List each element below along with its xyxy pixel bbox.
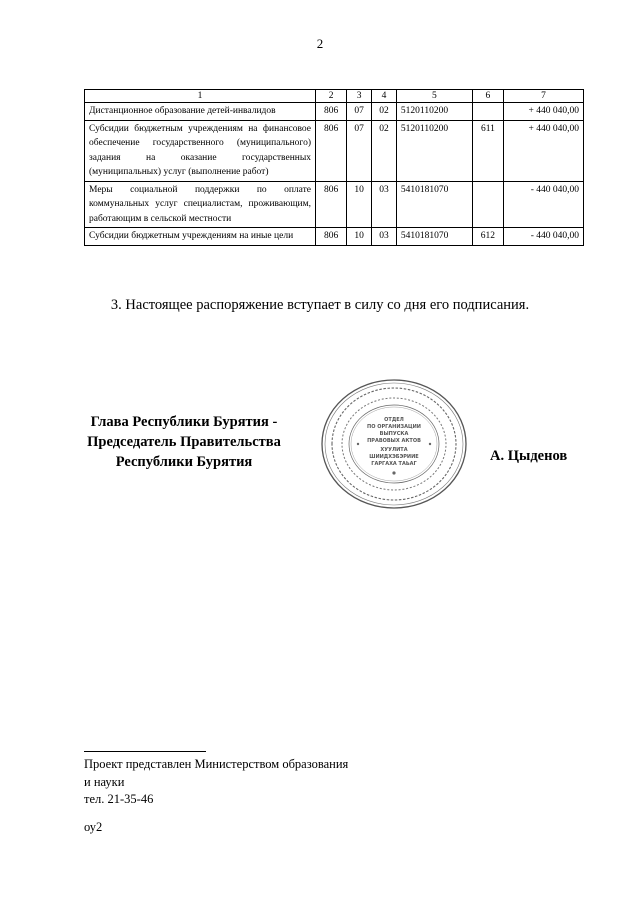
- seal-text: ПО ОРГАНИЗАЦИИ: [367, 424, 421, 430]
- seal-text: ВЫПУСКА: [379, 431, 409, 437]
- row-subsection: 03: [372, 181, 397, 228]
- seal-star-icon: [429, 443, 431, 445]
- official-seal: [318, 376, 470, 512]
- page-number: 2: [316, 36, 324, 51]
- signatory-position: [84, 412, 284, 472]
- signatory-position-line: Председатель Правительства: [87, 434, 281, 450]
- row-subsection: 03: [372, 228, 397, 246]
- row-subsection: 02: [372, 103, 397, 121]
- header-cell: 1: [85, 90, 316, 103]
- row-subsection: 02: [372, 120, 397, 181]
- header-cell: 6: [472, 90, 503, 103]
- row-amount: - 440 040,00: [504, 181, 584, 228]
- row-name: Меры социальной поддержки по оплате коммунальных услуг специалистам, проживающим, работающим в сельской местности: [85, 181, 316, 228]
- budget-table: [84, 89, 584, 246]
- table-header-row: [85, 90, 584, 103]
- row-expense-type: [472, 181, 503, 228]
- row-section: 10: [347, 228, 372, 246]
- row-target-code: 5120110200: [396, 120, 472, 181]
- table-row: [85, 181, 584, 228]
- row-expense-type: 611: [472, 120, 503, 181]
- footer-line: тел. 21-35-46: [84, 792, 154, 806]
- seal-star-icon: [357, 443, 359, 445]
- row-target-code: 5410181070: [396, 181, 472, 228]
- row-section: 07: [347, 120, 372, 181]
- header-cell: 4: [372, 90, 397, 103]
- row-target-code: 5410181070: [396, 228, 472, 246]
- document-code: оу2: [84, 819, 103, 834]
- row-name: Субсидии бюджетным учреждениям на иные цели: [85, 228, 316, 246]
- table-row: [85, 228, 584, 246]
- row-name: Дистанционное образование детей-инвалидов: [85, 103, 316, 121]
- seal-text: ПРАВОВЫХ АКТОВ: [367, 438, 421, 444]
- signatory-position-line: Республики Бурятия: [115, 454, 253, 470]
- row-ministry-code: 806: [316, 103, 347, 121]
- row-amount: - 440 040,00: [504, 228, 584, 246]
- row-name: Субсидии бюджетным учреждениям на финансовое обеспечение государственного (муниципального) задания на оказание государственных (муниципальных) услуг (выполнение работ): [85, 120, 316, 181]
- row-section: 10: [347, 181, 372, 228]
- seal-star-icon: [392, 471, 395, 474]
- row-section: 07: [347, 103, 372, 121]
- signatory-name: А. Цыденов: [490, 448, 568, 464]
- row-amount: + 440 040,00: [504, 120, 584, 181]
- header-cell: 2: [316, 90, 347, 103]
- row-ministry-code: 806: [316, 120, 347, 181]
- footer-divider: [84, 751, 206, 752]
- table-row: [85, 120, 584, 181]
- table-row: [85, 103, 584, 121]
- footer-line: и науки: [84, 774, 125, 789]
- seal-text: ОТДЕЛ: [384, 417, 404, 423]
- row-expense-type: 612: [472, 228, 503, 246]
- footer-line: Проект представлен Министерством образования: [84, 757, 349, 771]
- header-cell: 5: [396, 90, 472, 103]
- row-target-code: 5120110200: [396, 103, 472, 121]
- row-expense-type: [472, 103, 503, 121]
- row-ministry-code: 806: [316, 228, 347, 246]
- footer-note: [84, 756, 348, 836]
- header-cell: 7: [504, 90, 584, 103]
- seal-text: ГАРГАХА ТАЬАГ: [371, 461, 417, 467]
- seal-text: ШИИДХЭБЭРИИЕ: [369, 454, 419, 460]
- signatory-position-line: Глава Республики Бурятия -: [90, 414, 278, 430]
- header-cell: 3: [347, 90, 372, 103]
- clause-3: 3. Настоящее распоряжение вступает в силу со дня его подписания.: [110, 297, 530, 313]
- seal-text: ХУУЛИТА: [380, 447, 408, 453]
- row-amount: + 440 040,00: [504, 103, 584, 121]
- row-ministry-code: 806: [316, 181, 347, 228]
